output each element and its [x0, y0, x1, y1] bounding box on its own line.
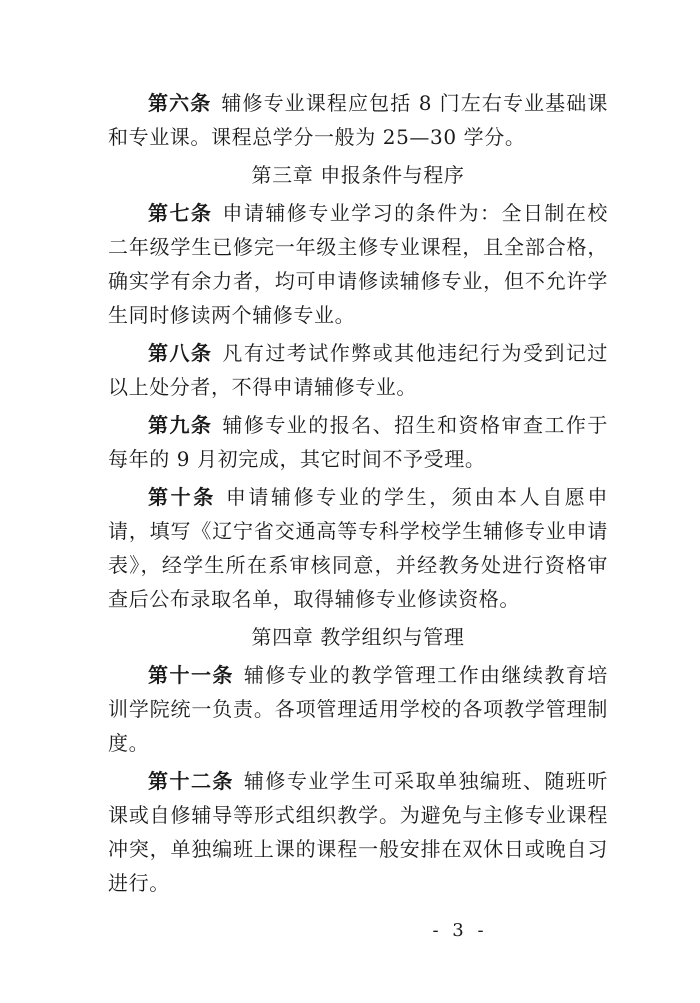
article-label: 第九条 [148, 413, 213, 437]
chapter-heading-3: 第三章 申报条件与程序 [251, 163, 465, 187]
article-12 [108, 764, 608, 900]
article-text: 辅修专业学生可采取单独编班、随班听课或自修辅导等形式组织教学。为避免与主修专业课程冲突，单独编班上课的课程一般安排在双休日或晚自习进行。 [108, 769, 609, 895]
article-11 [108, 658, 608, 760]
article-text: 辅修专业的报名、招生和资格审查工作于每年的 9 月初完成，其它时间不予受理。 [108, 413, 608, 471]
chapter-heading-4: 第四章 教学组织与管理 [251, 625, 465, 649]
article-text: 辅修专业课程应包括 8 门左右专业基础课和专业课。课程总学分一般为 25—30 学分。 [108, 91, 608, 149]
article-label: 第十条 [148, 485, 216, 509]
article-7 [108, 196, 608, 332]
article-label: 第十二条 [148, 769, 234, 793]
document-body [108, 86, 608, 904]
article-text: 申请辅修专业的学生，须由本人自愿申请，填写《辽宁省交通高等专科学校学生辅修专业申请表》，经学生所在系审核同意，并经教务处进行资格审查后公布录取名单，取得辅修专业修读资格。 [108, 485, 608, 611]
article-6 [108, 86, 608, 154]
article-text: 凡有过考试作弊或其他违纪行为受到记过以上处分者，不得申请辅修专业。 [108, 341, 608, 399]
article-9 [108, 408, 608, 476]
article-text: 辅修专业的教学管理工作由继续教育培训学院统一负责。各项管理适用学校的各项教学管理制度。 [108, 663, 609, 755]
article-10 [108, 480, 608, 616]
article-label: 第十一条 [148, 663, 234, 687]
article-label: 第六条 [148, 91, 212, 115]
article-label: 第七条 [148, 201, 213, 225]
article-label: 第八条 [148, 341, 213, 365]
page-number: - 3 - [432, 920, 488, 941]
article-8 [108, 336, 608, 404]
article-text: 申请辅修专业学习的条件为：全日制在校二年级学生已修完一年级主修专业课程，且全部合格，确实学有余力者，均可申请修读辅修专业，但不允许学生同时修读两个辅修专业。 [108, 201, 608, 327]
